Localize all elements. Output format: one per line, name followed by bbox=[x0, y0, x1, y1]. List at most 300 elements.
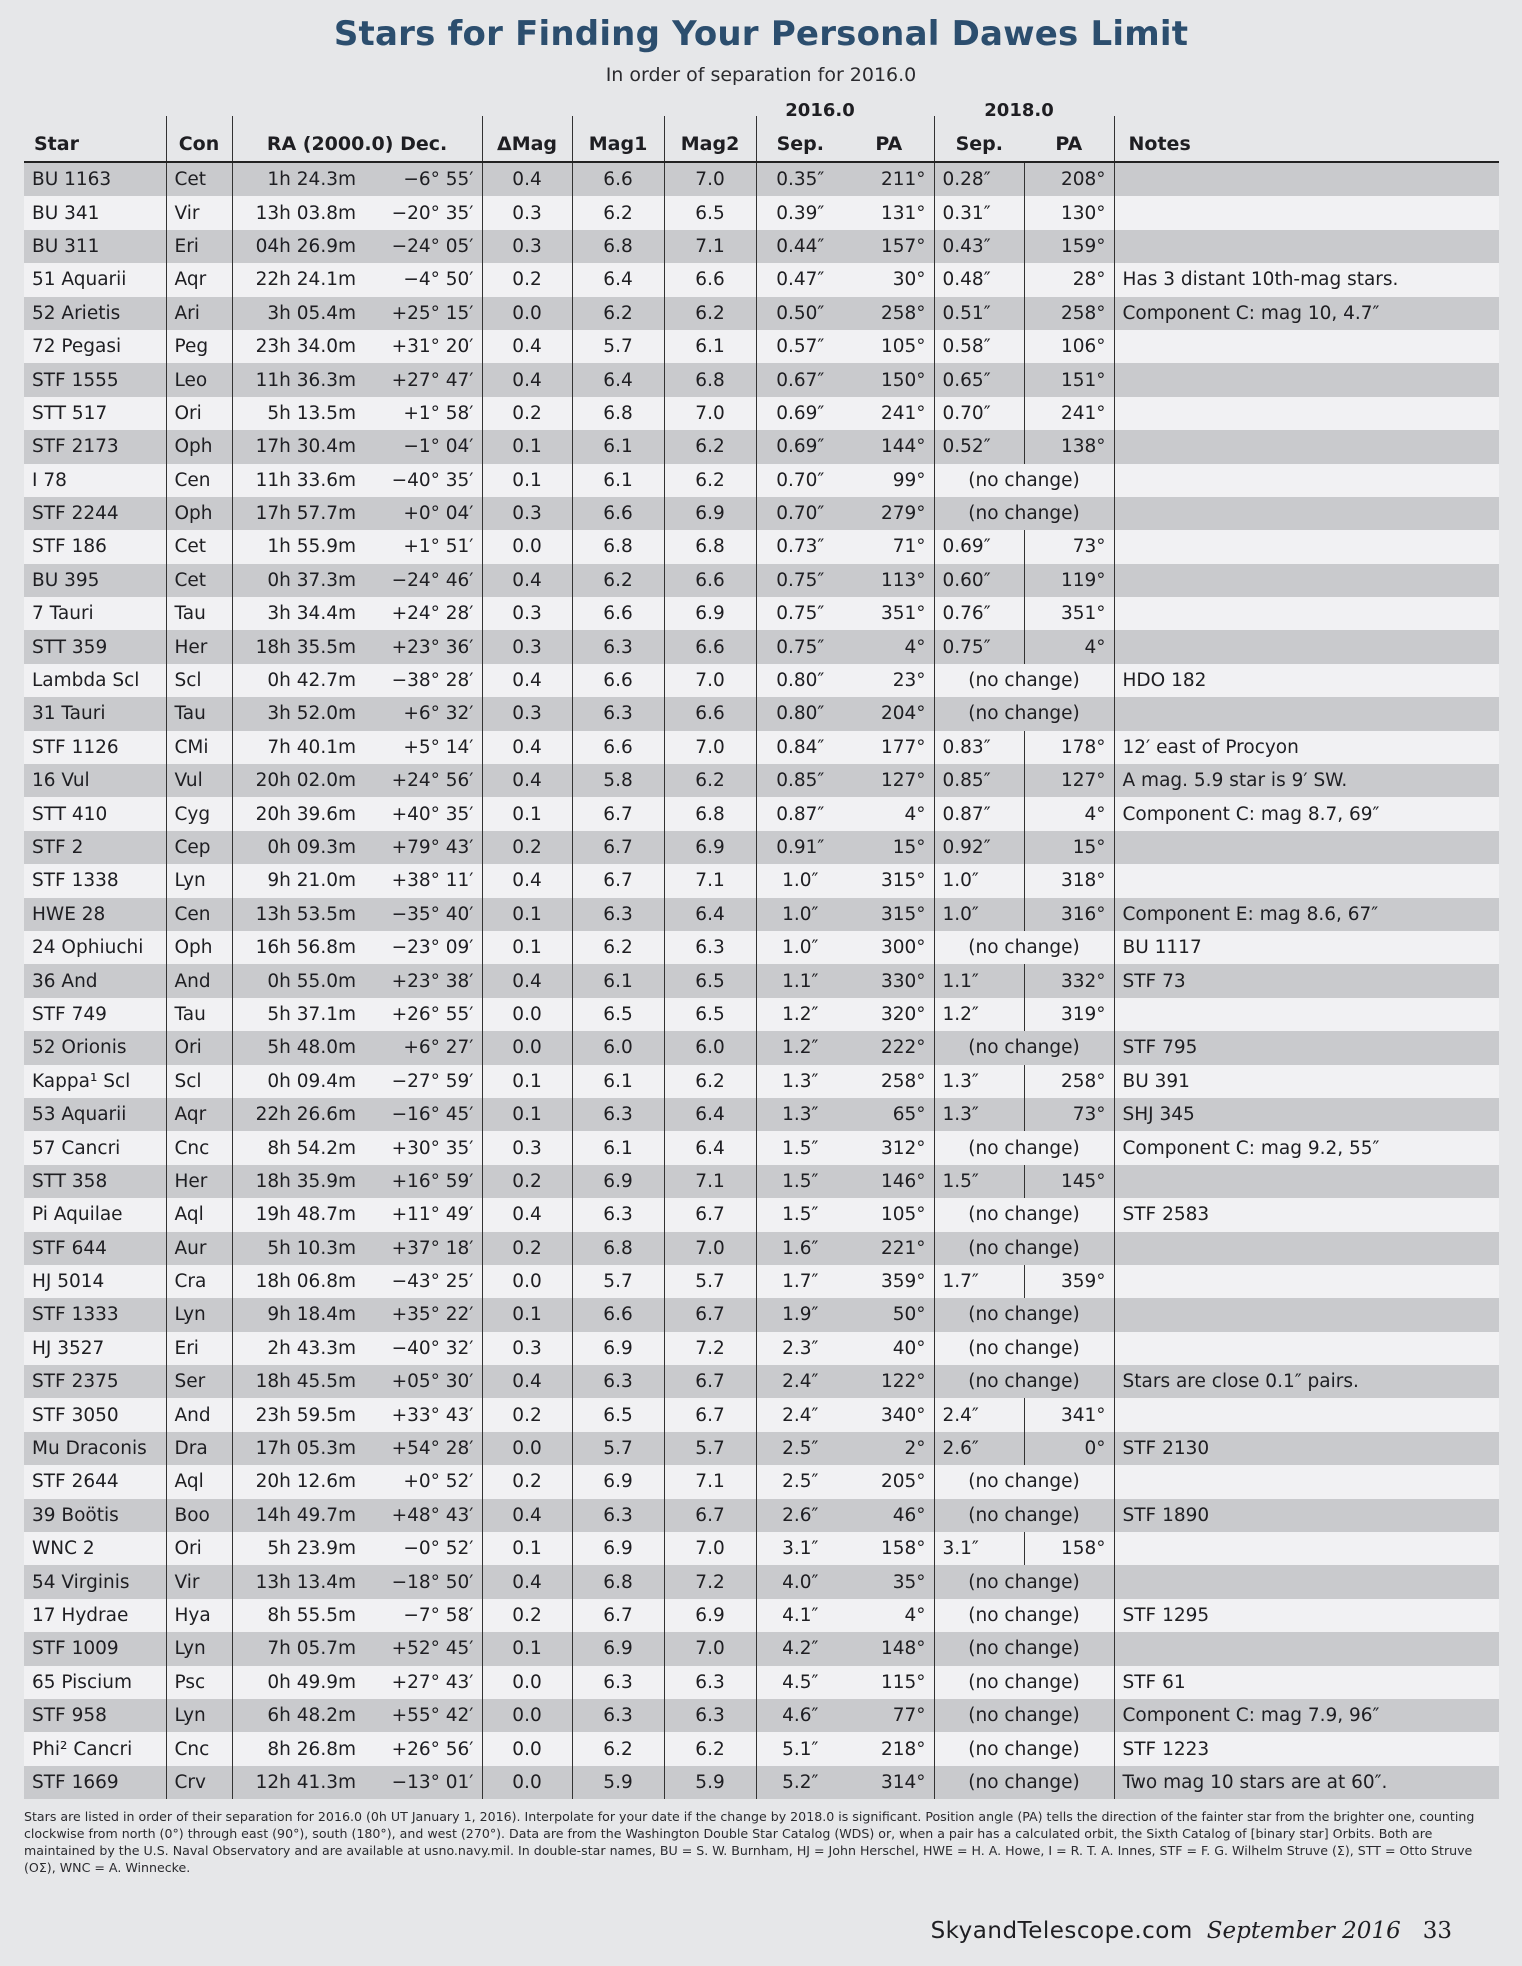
cell-dec: +30° 35′ bbox=[364, 1131, 482, 1164]
table-row bbox=[24, 597, 1499, 630]
table-row bbox=[24, 1265, 1499, 1298]
cell-notes: STF 2583 bbox=[1114, 1198, 1499, 1231]
cell-star: 54 Virginis bbox=[24, 1565, 166, 1598]
cell-ra: 0h 42.7m bbox=[232, 664, 364, 697]
cell-mag1: 6.3 bbox=[572, 1365, 664, 1398]
cell-pa-2018: 73° bbox=[1024, 1098, 1114, 1131]
cell-ra: 0h 37.3m bbox=[232, 564, 364, 597]
cell-star: 39 Boötis bbox=[24, 1499, 166, 1532]
cell-notes bbox=[1114, 530, 1499, 563]
cell-mag2: 6.4 bbox=[664, 1098, 756, 1131]
cell-star: HJ 5014 bbox=[24, 1265, 166, 1298]
cell-notes: 12′ east of Procyon bbox=[1114, 731, 1499, 764]
cell-pa-2016: 127° bbox=[844, 764, 934, 797]
cell-mag2: 6.2 bbox=[664, 297, 756, 330]
cell-notes: STF 795 bbox=[1114, 1031, 1499, 1064]
cell-mag1: 6.7 bbox=[572, 864, 664, 897]
cell-con: Lyn bbox=[166, 864, 232, 897]
cell-mag1: 6.5 bbox=[572, 998, 664, 1031]
cell-star: 51 Aquarii bbox=[24, 263, 166, 296]
cell-sep-2016: 0.35″ bbox=[756, 162, 844, 196]
cell-mag2: 6.8 bbox=[664, 363, 756, 396]
cell-ra: 19h 48.7m bbox=[232, 1198, 364, 1231]
cell-con: Eri bbox=[166, 1332, 232, 1365]
cell-pa-2016: 351° bbox=[844, 597, 934, 630]
cell-sep-2016: 2.5″ bbox=[756, 1465, 844, 1498]
table-row bbox=[24, 931, 1499, 964]
table-row bbox=[24, 263, 1499, 296]
cell-sep-2016: 0.44″ bbox=[756, 230, 844, 263]
cell-mag1: 6.9 bbox=[572, 1465, 664, 1498]
cell-mag2: 5.9 bbox=[664, 1766, 756, 1799]
cell-ra: 5h 10.3m bbox=[232, 1232, 364, 1265]
cell-con: Vir bbox=[166, 1565, 232, 1598]
cell-mag1: 6.3 bbox=[572, 1666, 664, 1699]
cell-star: 52 Orionis bbox=[24, 1031, 166, 1064]
cell-star: HJ 3527 bbox=[24, 1332, 166, 1365]
cell-mag1: 6.6 bbox=[572, 664, 664, 697]
cell-dmag: 0.1 bbox=[482, 797, 572, 830]
table-row bbox=[24, 297, 1499, 330]
cell-pa-2016: 122° bbox=[844, 1365, 934, 1398]
cell-mag2: 6.7 bbox=[664, 1398, 756, 1431]
cell-notes: STF 1295 bbox=[1114, 1599, 1499, 1632]
cell-ra: 20h 12.6m bbox=[232, 1465, 364, 1498]
cell-star: 52 Arietis bbox=[24, 297, 166, 330]
cell-mag2: 7.0 bbox=[664, 731, 756, 764]
cell-sep-2018: 0.83″ bbox=[934, 731, 1024, 764]
table-row bbox=[24, 1332, 1499, 1365]
cell-mag1: 6.6 bbox=[572, 162, 664, 196]
cell-notes bbox=[1114, 597, 1499, 630]
cell-pa-2016: 177° bbox=[844, 731, 934, 764]
cell-dmag: 0.3 bbox=[482, 1332, 572, 1365]
cell-con: Aur bbox=[166, 1232, 232, 1265]
cell-pa-2016: 15° bbox=[844, 831, 934, 864]
cell-dec: +52° 45′ bbox=[364, 1632, 482, 1665]
cell-mag2: 6.8 bbox=[664, 530, 756, 563]
cell-con: Cnc bbox=[166, 1131, 232, 1164]
cell-mag1: 6.8 bbox=[572, 230, 664, 263]
table-row bbox=[24, 464, 1499, 497]
cell-mag1: 6.6 bbox=[572, 597, 664, 630]
cell-dec: −24° 46′ bbox=[364, 564, 482, 597]
table-row bbox=[24, 797, 1499, 830]
cell-ra: 13h 03.8m bbox=[232, 196, 364, 229]
cell-sep-2016: 5.1″ bbox=[756, 1732, 844, 1765]
cell-star: STF 186 bbox=[24, 530, 166, 563]
cell-dec: +6° 27′ bbox=[364, 1031, 482, 1064]
cell-pa-2018: 145° bbox=[1024, 1165, 1114, 1198]
cell-ra: 17h 30.4m bbox=[232, 430, 364, 463]
cell-con: Vul bbox=[166, 764, 232, 797]
cell-star: Mu Draconis bbox=[24, 1432, 166, 1465]
cell-notes: STF 1223 bbox=[1114, 1732, 1499, 1765]
cell-sep-2016: 5.2″ bbox=[756, 1766, 844, 1799]
cell-sep-2018: (no change) bbox=[934, 1365, 1114, 1398]
cell-sep-2016: 0.91″ bbox=[756, 831, 844, 864]
cell-pa-2016: 4° bbox=[844, 797, 934, 830]
cell-con: Cet bbox=[166, 564, 232, 597]
cell-star: WNC 2 bbox=[24, 1532, 166, 1565]
cell-mag2: 7.2 bbox=[664, 1565, 756, 1598]
cell-notes: Component E: mag 8.6, 67″ bbox=[1114, 898, 1499, 931]
cell-sep-2016: 0.75″ bbox=[756, 630, 844, 663]
table-row bbox=[24, 1465, 1499, 1498]
cell-con: Her bbox=[166, 1165, 232, 1198]
epoch-2018-label: 2018.0 bbox=[984, 100, 1054, 121]
cell-pa-2018: 319° bbox=[1024, 998, 1114, 1031]
cell-mag2: 7.0 bbox=[664, 162, 756, 196]
table-row bbox=[24, 1098, 1499, 1131]
table-row bbox=[24, 1165, 1499, 1198]
cell-mag1: 6.8 bbox=[572, 1565, 664, 1598]
cell-pa-2016: 314° bbox=[844, 1766, 934, 1799]
cell-ra: 1h 55.9m bbox=[232, 530, 364, 563]
col-header-mag1: Mag1 bbox=[572, 116, 664, 162]
cell-dec: +5° 14′ bbox=[364, 731, 482, 764]
cell-mag2: 7.0 bbox=[664, 397, 756, 430]
cell-mag1: 6.7 bbox=[572, 831, 664, 864]
cell-mag2: 6.5 bbox=[664, 998, 756, 1031]
cell-pa-2016: 258° bbox=[844, 1065, 934, 1098]
cell-dmag: 0.2 bbox=[482, 831, 572, 864]
cell-dmag: 0.2 bbox=[482, 1599, 572, 1632]
cell-dec: −27° 59′ bbox=[364, 1065, 482, 1098]
cell-con: Lyn bbox=[166, 1632, 232, 1665]
cell-mag2: 7.0 bbox=[664, 664, 756, 697]
cell-sep-2016: 0.80″ bbox=[756, 697, 844, 730]
cell-star: STF 1555 bbox=[24, 363, 166, 396]
cell-sep-2018: 0.48″ bbox=[934, 263, 1024, 296]
cell-mag1: 6.1 bbox=[572, 464, 664, 497]
cell-mag2: 6.5 bbox=[664, 964, 756, 997]
cell-con: Aql bbox=[166, 1198, 232, 1231]
cell-notes bbox=[1114, 363, 1499, 396]
cell-mag2: 6.9 bbox=[664, 831, 756, 864]
cell-star: 7 Tauri bbox=[24, 597, 166, 630]
cell-mag2: 6.5 bbox=[664, 196, 756, 229]
cell-dmag: 0.0 bbox=[482, 1732, 572, 1765]
cell-dmag: 0.2 bbox=[482, 1398, 572, 1431]
cell-ra: 5h 37.1m bbox=[232, 998, 364, 1031]
cell-sep-2016: 3.1″ bbox=[756, 1532, 844, 1565]
cell-sep-2018: (no change) bbox=[934, 1198, 1114, 1231]
cell-sep-2016: 1.5″ bbox=[756, 1165, 844, 1198]
table-row bbox=[24, 1065, 1499, 1098]
cell-con: Ori bbox=[166, 397, 232, 430]
cell-mag2: 6.4 bbox=[664, 898, 756, 931]
cell-mag1: 6.8 bbox=[572, 1232, 664, 1265]
cell-sep-2018: (no change) bbox=[934, 1599, 1114, 1632]
cell-dec: −0° 52′ bbox=[364, 1532, 482, 1565]
table-row bbox=[24, 497, 1499, 530]
cell-pa-2018: 15° bbox=[1024, 831, 1114, 864]
col-header-pa-2016: PA bbox=[844, 116, 934, 162]
cell-mag2: 6.9 bbox=[664, 497, 756, 530]
cell-mag2: 6.8 bbox=[664, 797, 756, 830]
cell-sep-2018: (no change) bbox=[934, 1565, 1114, 1598]
cell-ra: 18h 06.8m bbox=[232, 1265, 364, 1298]
cell-con: Cen bbox=[166, 464, 232, 497]
cell-star: BU 341 bbox=[24, 196, 166, 229]
cell-notes bbox=[1114, 430, 1499, 463]
cell-con: Eri bbox=[166, 230, 232, 263]
cell-con: Aqr bbox=[166, 263, 232, 296]
cell-con: Hya bbox=[166, 1599, 232, 1632]
cell-ra: 9h 18.4m bbox=[232, 1298, 364, 1331]
cell-notes bbox=[1114, 697, 1499, 730]
cell-notes bbox=[1114, 831, 1499, 864]
cell-mag2: 6.9 bbox=[664, 1599, 756, 1632]
table-row bbox=[24, 731, 1499, 764]
cell-pa-2018: 119° bbox=[1024, 564, 1114, 597]
cell-mag1: 6.3 bbox=[572, 1499, 664, 1532]
cell-sep-2018: 0.43″ bbox=[934, 230, 1024, 263]
cell-pa-2016: 4° bbox=[844, 1599, 934, 1632]
cell-con: Ori bbox=[166, 1031, 232, 1064]
cell-dec: +55° 42′ bbox=[364, 1699, 482, 1732]
cell-dmag: 0.2 bbox=[482, 1232, 572, 1265]
cell-sep-2018: 0.58″ bbox=[934, 330, 1024, 363]
cell-dmag: 0.4 bbox=[482, 731, 572, 764]
cell-ra: 20h 02.0m bbox=[232, 764, 364, 797]
cell-dec: −35° 40′ bbox=[364, 898, 482, 931]
cell-sep-2016: 4.2″ bbox=[756, 1632, 844, 1665]
cell-mag2: 6.3 bbox=[664, 1666, 756, 1699]
col-header-mag2: Mag2 bbox=[664, 116, 756, 162]
cell-ra: 5h 48.0m bbox=[232, 1031, 364, 1064]
cell-notes: Component C: mag 8.7, 69″ bbox=[1114, 797, 1499, 830]
cell-star: 65 Piscium bbox=[24, 1666, 166, 1699]
table-row bbox=[24, 1432, 1499, 1465]
cell-ra: 17h 57.7m bbox=[232, 497, 364, 530]
cell-sep-2016: 1.2″ bbox=[756, 998, 844, 1031]
cell-dmag: 0.1 bbox=[482, 1632, 572, 1665]
table-row bbox=[24, 864, 1499, 897]
cell-dmag: 0.3 bbox=[482, 1131, 572, 1164]
cell-sep-2016: 1.0″ bbox=[756, 898, 844, 931]
cell-mag2: 6.2 bbox=[664, 1732, 756, 1765]
cell-mag2: 6.2 bbox=[664, 430, 756, 463]
cell-sep-2018: (no change) bbox=[934, 497, 1114, 530]
cell-pa-2016: 131° bbox=[844, 196, 934, 229]
cell-dmag: 0.3 bbox=[482, 230, 572, 263]
cell-pa-2016: 148° bbox=[844, 1632, 934, 1665]
cell-dec: +27° 47′ bbox=[364, 363, 482, 396]
cell-mag2: 7.1 bbox=[664, 230, 756, 263]
cell-sep-2016: 1.7″ bbox=[756, 1265, 844, 1298]
cell-notes bbox=[1114, 397, 1499, 430]
cell-ra: 22h 24.1m bbox=[232, 263, 364, 296]
cell-sep-2018: (no change) bbox=[934, 1499, 1114, 1532]
cell-mag2: 6.7 bbox=[664, 1198, 756, 1231]
cell-sep-2018: (no change) bbox=[934, 931, 1114, 964]
cell-star: STF 749 bbox=[24, 998, 166, 1031]
cell-con: Lyn bbox=[166, 1699, 232, 1732]
cell-pa-2016: 4° bbox=[844, 630, 934, 663]
cell-con: Aqr bbox=[166, 1098, 232, 1131]
cell-sep-2018: 1.5″ bbox=[934, 1165, 1024, 1198]
cell-dec: +38° 11′ bbox=[364, 864, 482, 897]
cell-sep-2016: 0.69″ bbox=[756, 397, 844, 430]
table-row bbox=[24, 162, 1499, 196]
cell-mag1: 6.5 bbox=[572, 1398, 664, 1431]
table-row bbox=[24, 530, 1499, 563]
cell-dec: +25° 15′ bbox=[364, 297, 482, 330]
cell-pa-2016: 222° bbox=[844, 1031, 934, 1064]
cell-ra: 20h 39.6m bbox=[232, 797, 364, 830]
cell-con: Cet bbox=[166, 162, 232, 196]
cell-pa-2018: 351° bbox=[1024, 597, 1114, 630]
cell-pa-2016: 35° bbox=[844, 1565, 934, 1598]
cell-con: Ori bbox=[166, 1532, 232, 1565]
cell-mag1: 6.7 bbox=[572, 797, 664, 830]
cell-star: STF 1669 bbox=[24, 1766, 166, 1799]
cell-ra: 6h 48.2m bbox=[232, 1699, 364, 1732]
cell-mag2: 7.0 bbox=[664, 1532, 756, 1565]
cell-con: Cep bbox=[166, 831, 232, 864]
cell-star: STT 517 bbox=[24, 397, 166, 430]
stars-table-body bbox=[24, 162, 1499, 1799]
cell-star: Phi² Cancri bbox=[24, 1732, 166, 1765]
table-row bbox=[24, 630, 1499, 663]
cell-con: Tau bbox=[166, 697, 232, 730]
cell-dec: +79° 43′ bbox=[364, 831, 482, 864]
cell-dmag: 0.0 bbox=[482, 297, 572, 330]
cell-pa-2016: 23° bbox=[844, 664, 934, 697]
cell-pa-2018: 151° bbox=[1024, 363, 1114, 396]
cell-notes: Has 3 distant 10th-mag stars. bbox=[1114, 263, 1499, 296]
table-row bbox=[24, 1131, 1499, 1164]
cell-sep-2016: 1.5″ bbox=[756, 1198, 844, 1231]
cell-sep-2018: (no change) bbox=[934, 1666, 1114, 1699]
cell-con: Cet bbox=[166, 530, 232, 563]
cell-sep-2018: (no change) bbox=[934, 1732, 1114, 1765]
cell-pa-2016: 113° bbox=[844, 564, 934, 597]
cell-pa-2018: 138° bbox=[1024, 430, 1114, 463]
cell-con: Boo bbox=[166, 1499, 232, 1532]
cell-sep-2016: 0.57″ bbox=[756, 330, 844, 363]
cell-notes bbox=[1114, 196, 1499, 229]
cell-star: STF 2644 bbox=[24, 1465, 166, 1498]
cell-mag2: 6.1 bbox=[664, 330, 756, 363]
cell-pa-2018: 159° bbox=[1024, 230, 1114, 263]
col-header-star: Star bbox=[24, 116, 166, 162]
cell-dec: +54° 28′ bbox=[364, 1432, 482, 1465]
cell-dec: +11° 49′ bbox=[364, 1198, 482, 1231]
cell-pa-2016: 315° bbox=[844, 864, 934, 897]
cell-notes: BU 1117 bbox=[1114, 931, 1499, 964]
cell-ra: 8h 26.8m bbox=[232, 1732, 364, 1765]
cell-dmag: 0.1 bbox=[482, 430, 572, 463]
cell-star: 16 Vul bbox=[24, 764, 166, 797]
cell-notes bbox=[1114, 162, 1499, 196]
epoch-2016-label: 2016.0 bbox=[785, 100, 855, 121]
cell-sep-2016: 0.87″ bbox=[756, 797, 844, 830]
cell-star: STF 1009 bbox=[24, 1632, 166, 1665]
cell-mag1: 6.2 bbox=[572, 297, 664, 330]
cell-sep-2016: 2.4″ bbox=[756, 1365, 844, 1398]
cell-notes bbox=[1114, 1265, 1499, 1298]
cell-dec: −43° 25′ bbox=[364, 1265, 482, 1298]
cell-dmag: 0.0 bbox=[482, 1766, 572, 1799]
cell-pa-2018: 316° bbox=[1024, 898, 1114, 931]
cell-sep-2016: 1.9″ bbox=[756, 1298, 844, 1331]
cell-dmag: 0.1 bbox=[482, 898, 572, 931]
cell-mag1: 6.3 bbox=[572, 1198, 664, 1231]
cell-sep-2016: 0.80″ bbox=[756, 664, 844, 697]
cell-sep-2018: 1.3″ bbox=[934, 1098, 1024, 1131]
cell-sep-2018: 0.70″ bbox=[934, 397, 1024, 430]
cell-sep-2016: 1.0″ bbox=[756, 864, 844, 897]
cell-mag1: 6.3 bbox=[572, 1098, 664, 1131]
cell-notes: Component C: mag 7.9, 96″ bbox=[1114, 1699, 1499, 1732]
cell-ra: 0h 49.9m bbox=[232, 1666, 364, 1699]
cell-dec: −40° 35′ bbox=[364, 464, 482, 497]
cell-dec: −7° 58′ bbox=[364, 1599, 482, 1632]
col-header-notes: Notes bbox=[1114, 116, 1499, 162]
table-row bbox=[24, 397, 1499, 430]
cell-pa-2018: 4° bbox=[1024, 630, 1114, 663]
cell-dec: +1° 58′ bbox=[364, 397, 482, 430]
cell-con: Scl bbox=[166, 664, 232, 697]
table-row bbox=[24, 330, 1499, 363]
cell-dec: +40° 35′ bbox=[364, 797, 482, 830]
cell-ra: 2h 43.3m bbox=[232, 1332, 364, 1365]
cell-con: Oph bbox=[166, 430, 232, 463]
cell-mag1: 5.9 bbox=[572, 1766, 664, 1799]
cell-dmag: 0.3 bbox=[482, 497, 572, 530]
cell-mag2: 6.9 bbox=[664, 597, 756, 630]
cell-dmag: 0.2 bbox=[482, 1165, 572, 1198]
cell-mag2: 6.3 bbox=[664, 931, 756, 964]
cell-mag1: 6.4 bbox=[572, 363, 664, 396]
cell-sep-2018: 0.60″ bbox=[934, 564, 1024, 597]
cell-pa-2018: 4° bbox=[1024, 797, 1114, 830]
cell-star: 17 Hydrae bbox=[24, 1599, 166, 1632]
cell-pa-2016: 241° bbox=[844, 397, 934, 430]
cell-pa-2018: 0° bbox=[1024, 1432, 1114, 1465]
cell-sep-2018: 0.28″ bbox=[934, 162, 1024, 196]
cell-sep-2016: 1.3″ bbox=[756, 1098, 844, 1131]
cell-notes: HDO 182 bbox=[1114, 664, 1499, 697]
cell-con: And bbox=[166, 964, 232, 997]
cell-sep-2018: 0.76″ bbox=[934, 597, 1024, 630]
cell-sep-2018: (no change) bbox=[934, 1131, 1114, 1164]
cell-mag2: 6.3 bbox=[664, 1699, 756, 1732]
cell-con: Peg bbox=[166, 330, 232, 363]
cell-dec: +16° 59′ bbox=[364, 1165, 482, 1198]
cell-dec: −16° 45′ bbox=[364, 1098, 482, 1131]
cell-notes: STF 2130 bbox=[1114, 1432, 1499, 1465]
cell-pa-2016: 204° bbox=[844, 697, 934, 730]
cell-ra: 3h 52.0m bbox=[232, 697, 364, 730]
cell-dec: +6° 32′ bbox=[364, 697, 482, 730]
table-row bbox=[24, 196, 1499, 229]
cell-mag2: 6.7 bbox=[664, 1499, 756, 1532]
cell-notes bbox=[1114, 230, 1499, 263]
cell-pa-2016: 221° bbox=[844, 1232, 934, 1265]
cell-sep-2016: 2.4″ bbox=[756, 1398, 844, 1431]
cell-dmag: 0.4 bbox=[482, 764, 572, 797]
cell-notes bbox=[1114, 1332, 1499, 1365]
cell-star: Kappa¹ Scl bbox=[24, 1065, 166, 1098]
cell-ra: 14h 49.7m bbox=[232, 1499, 364, 1532]
cell-pa-2016: 50° bbox=[844, 1298, 934, 1331]
cell-mag2: 6.6 bbox=[664, 564, 756, 597]
cell-pa-2016: 312° bbox=[844, 1131, 934, 1164]
